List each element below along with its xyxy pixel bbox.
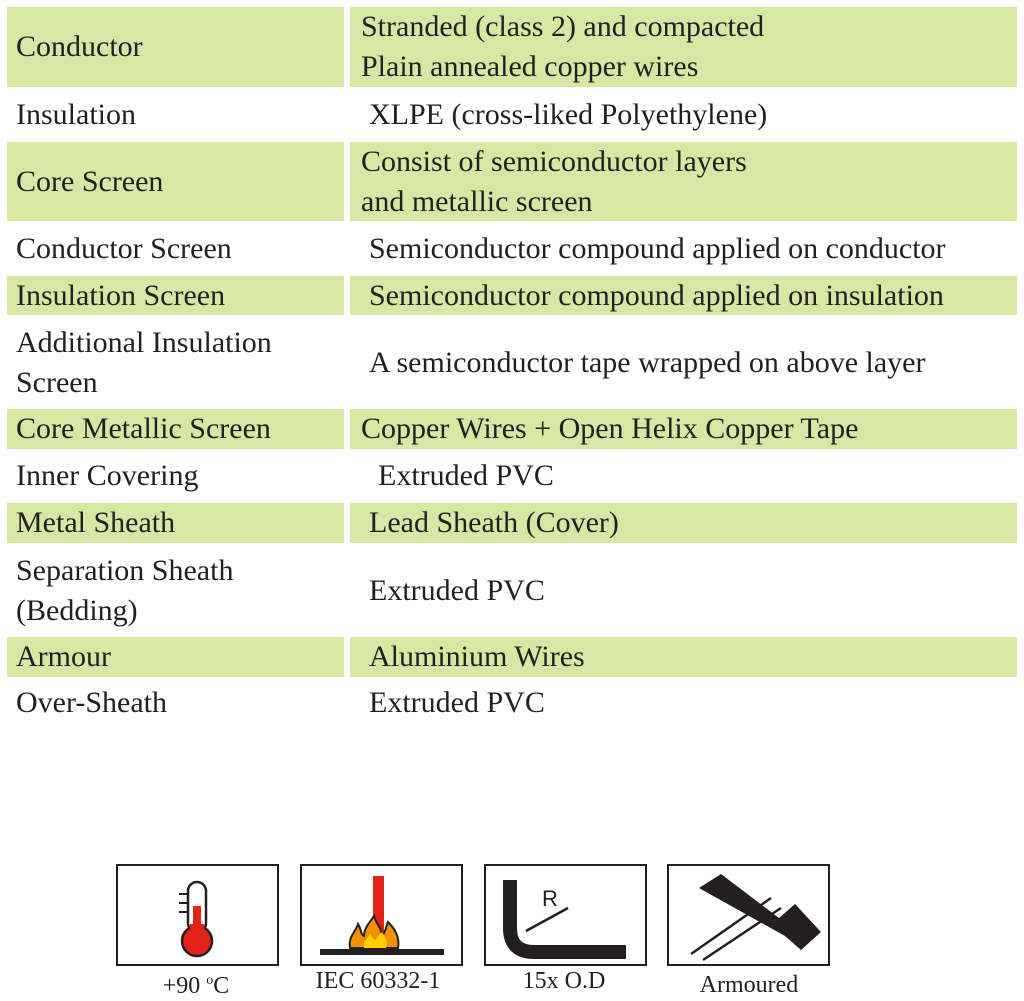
spec-value [350, 276, 1017, 315]
spec-label-text: Conductor [16, 30, 143, 63]
spec-value [350, 322, 1017, 404]
spec-label-text: Conductor Screen [16, 231, 232, 265]
temperature-unit: C [213, 973, 230, 999]
spec-label-text: Core Screen [16, 164, 164, 198]
spec-label [7, 550, 344, 632]
spec-value-line: Consist of semiconductor layers [361, 144, 747, 178]
spec-label [7, 91, 344, 139]
spec-value [350, 637, 1017, 677]
spec-label [7, 7, 344, 87]
bending-radius-icon [486, 866, 645, 964]
spec-value [350, 503, 1017, 543]
temperature-icon-box [116, 864, 279, 966]
spec-label [7, 322, 344, 404]
spec-value-text: Extruded PVC [369, 574, 545, 607]
spec-value-text: Semiconductor compound applied on conductor [369, 231, 946, 265]
spec-value-text: Aluminium Wires [369, 640, 585, 673]
spec-value-text: Semiconductor compound applied on insulation [369, 278, 944, 312]
spec-value-line: Stranded (class 2) and compacted [361, 10, 765, 43]
spec-value [350, 225, 1017, 272]
spec-value-text: Lead Sheath (Cover) [369, 506, 619, 539]
degree-mark: o [206, 973, 214, 988]
thermometer-icon [118, 866, 277, 964]
spec-row-core-screen [0, 142, 1024, 221]
spec-value [350, 7, 1017, 87]
armoured-icon-box [667, 864, 830, 966]
spec-label-text: Insulation [16, 98, 136, 131]
spec-label-text: Inner Covering [16, 459, 199, 492]
spec-label-text: Core Metallic Screen [16, 412, 271, 445]
spec-value-text: Extruded PVC [378, 459, 554, 492]
spec-label [7, 142, 344, 221]
spec-value [350, 142, 1017, 221]
spec-label [7, 276, 344, 315]
spec-label-line: Additional Insulation [16, 326, 272, 359]
spec-row-over-sheath [0, 683, 1024, 723]
spec-row-insulation-screen [0, 276, 1024, 315]
spec-label [7, 637, 344, 677]
bending-radius-icon-box [484, 864, 647, 966]
spec-value-text: Extruded PVC [369, 686, 545, 719]
spec-value-text: A semiconductor tape wrapped on above layer [369, 346, 926, 379]
armoured-caption: Armoured [699, 972, 799, 998]
spec-label-text: Insulation Screen [16, 278, 226, 312]
spec-row-additional-insulation-screen [0, 322, 1024, 404]
spec-value-text: Copper Wires + Open Helix Copper Tape [361, 412, 859, 445]
spec-value-line: and metallic screen [361, 184, 593, 218]
temperature-value: +90 [162, 973, 207, 999]
spec-row-separation-sheath [0, 550, 1024, 632]
spec-value-line: Plain annealed copper wires [361, 50, 699, 83]
spec-label-line: Screen [16, 366, 98, 399]
spec-label-line: Separation Sheath [16, 554, 234, 587]
spec-row-insulation [0, 91, 1024, 139]
spec-row-inner-covering [0, 456, 1024, 496]
spec-value [350, 683, 1017, 723]
spec-row-conductor [0, 7, 1024, 87]
spec-label-text: Armour [16, 640, 111, 673]
spec-value [350, 456, 1017, 496]
bending-radius-caption: 15x O.D [522, 968, 606, 994]
spec-row-metal-sheath [0, 503, 1024, 543]
flame-test-icon [302, 866, 461, 964]
flame-test-icon-box [300, 864, 463, 966]
spec-label [7, 225, 344, 272]
flame-test-caption: IEC 60332-1 [315, 968, 441, 994]
spec-row-core-metallic-screen [0, 409, 1024, 449]
spec-row-conductor-screen [0, 225, 1024, 272]
spec-label [7, 409, 344, 449]
spec-label [7, 683, 344, 723]
spec-label [7, 503, 344, 543]
spec-label-text: Over-Sheath [16, 686, 168, 719]
spec-value [350, 550, 1017, 632]
radius-symbol: R [542, 886, 558, 911]
spec-row-armour [0, 637, 1024, 677]
spec-value [350, 91, 1017, 139]
spec-label [7, 456, 344, 496]
spec-value [350, 409, 1017, 449]
spec-value-text: XLPE (cross-liked Polyethylene) [369, 98, 768, 131]
armoured-icon [669, 866, 828, 964]
spec-label-line: (Bedding) [16, 594, 138, 627]
spec-label-text: Metal Sheath [16, 506, 176, 539]
